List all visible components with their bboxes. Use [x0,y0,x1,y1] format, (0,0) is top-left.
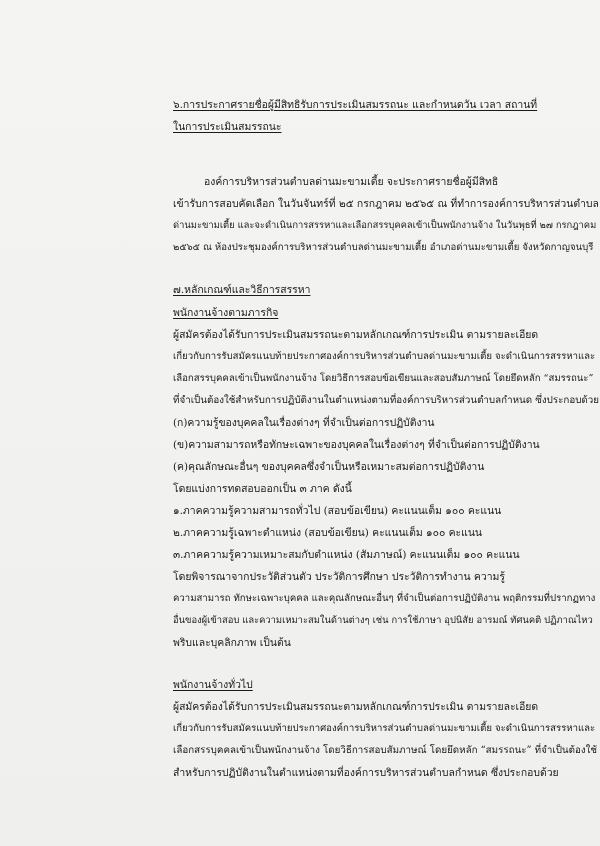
mission-staff-heading: พนักงานจ้างตามภารกิจ [173,307,279,319]
section7-heading: ๗.หลักเกณฑ์และวิธีการสรรหา [173,284,311,296]
general-para-line3: เลือกสรรบุคคลเข้าเป็นพนักงานจ้าง โดยวิธีการสอบสัมภาษณ์ โดยยึดหลัก “สมรรถนะ” ที่จำเป็นต้องใช้ [173,745,598,756]
mission-para-line4: ที่จำเป็นต้องใช้สำหรับการปฏิบัติงานในตำแหน่งตามที่องค์การบริหารส่วนตำบลกำหนด ซึ่งประกอบด้วย [173,395,600,406]
criteria-item: (ข)ความสามารถหรือทักษะเฉพาะของบุคคลในเรื่องต่างๆ ที่จำเป็นต่อการปฏิบัติงาน [173,439,540,451]
section6-para-line1: องค์การบริหารส่วนตำบลด่านมะขามเตี้ย จะประกาศรายชื่อผู้มีสิทธิ [204,176,499,188]
parts-intro: โดยแบ่งการทดสอบออกเป็น ๓ ภาค ดังนี้ [173,483,352,495]
section6-para-line4: ๒๕๖๕ ณ ห้องประชุมองค์การบริหารส่วนตำบลด่านมะขามเตี้ย อำเภอด่านมะขามเตี้ย จังหวัดกาญจนบุรี [173,242,594,253]
consider-line2: ความสามารถ ทักษะเฉพาะบุคคล และคุณลักษณะอื่นๆ ที่จำเป็นต่อการปฏิบัติงาน พฤติกรรมที่ปรากฏทาง [173,593,596,604]
mission-para-line3: เลือกสรรบุคคลเข้าเป็นพนักงานจ้าง โดยวิธีการสอบข้อเขียนและสอบสัมภาษณ์ โดยยึดหลัก “สมรรถนะ” [173,373,594,384]
general-para-line4: สำหรับการปฏิบัติงานในตำแหน่งตามที่องค์การบริหารส่วนตำบลกำหนด ซึ่งประกอบด้วย [173,767,559,779]
consider-line1: โดยพิจารณาจากประวัติส่วนตัว ประวัติการศึกษา ประวัติการทำงาน ความรู้ [173,571,505,583]
consider-line4: พริบและบุคลิกภาพ เป็นต้น [173,637,291,649]
exam-part: ๓.ภาคความรู้ความเหมาะสมกับตำแหน่ง (สัมภาษณ์) คะแนนเต็ม ๑๐๐ คะแนน [173,549,520,561]
exam-part: ๑.ภาคความรู้ความสามารถทั่วไป (สอบข้อเขียน) คะแนนเต็ม ๑๐๐ คะแนน [173,505,502,517]
section6-para-line3: ด่านมะขามเตี้ย และจะดำเนินการสรรหาและเลือกสรรบุคคลเข้าเป็นพนักงานจ้าง ในวันพุธที่ ๒๗ กรกฎาคม [173,220,597,231]
mission-para-line2: เกี่ยวกับการรับสมัครแนบท้ายประกาศองค์การบริหารส่วนตำบลด่านมะขามเตี้ย จะดำเนินการสรรหาและ [173,351,596,362]
section6-heading-line2: ในการประเมินสมรรถนะ [173,121,282,133]
section6-heading-line1: ๖.การประกาศรายชื่อผู้มีสิทธิรับการประเมินสมรรถนะ และกำหนดวัน เวลา สถานที่ [173,99,538,111]
criteria-item: (ค)คุณลักษณะอื่นๆ ของบุคคลซึ่งจำเป็นหรือเหมาะสมต่อการปฏิบัติงาน [173,461,485,473]
consider-line3: อื่นของผู้เข้าสอบ และความเหมาะสมในด้านต่างๆ เช่น การใช้ภาษา อุปนิสัย อารมณ์ ทัศนคติ ปฏิภาณไหว [173,615,593,626]
criteria-item: (ก)ความรู้ของบุคคลในเรื่องต่างๆ ที่จำเป็นต่อการปฏิบัติงาน [173,417,435,429]
general-para-line2: เกี่ยวกับการรับสมัครแนบท้ายประกาศองค์การบริหารส่วนตำบลด่านมะขามเตี้ย จะดำเนินการสรรหาและ [173,723,596,734]
exam-part: ๒.ภาคความรู้เฉพาะตำแหน่ง (สอบข้อเขียน) คะแนนเต็ม ๑๐๐ คะแนน [173,527,483,539]
general-para-line1: ผู้สมัครต้องได้รับการประเมินสมรรถนะตามหลักเกณฑ์การประเมิน ตามรายละเอียด [173,701,539,713]
mission-para-line1: ผู้สมัครต้องได้รับการประเมินสมรรถนะตามหลักเกณฑ์การประเมิน ตามรายละเอียด [173,329,539,341]
general-staff-heading: พนักงานจ้างทั่วไป [173,679,253,691]
section6-para-line2: เข้ารับการสอบคัดเลือก ในวันจันทร์ที่ ๒๕ กรกฎาคม ๒๕๖๕ ณ ที่ทำการองค์การบริหารส่วนตำบล [173,198,599,210]
